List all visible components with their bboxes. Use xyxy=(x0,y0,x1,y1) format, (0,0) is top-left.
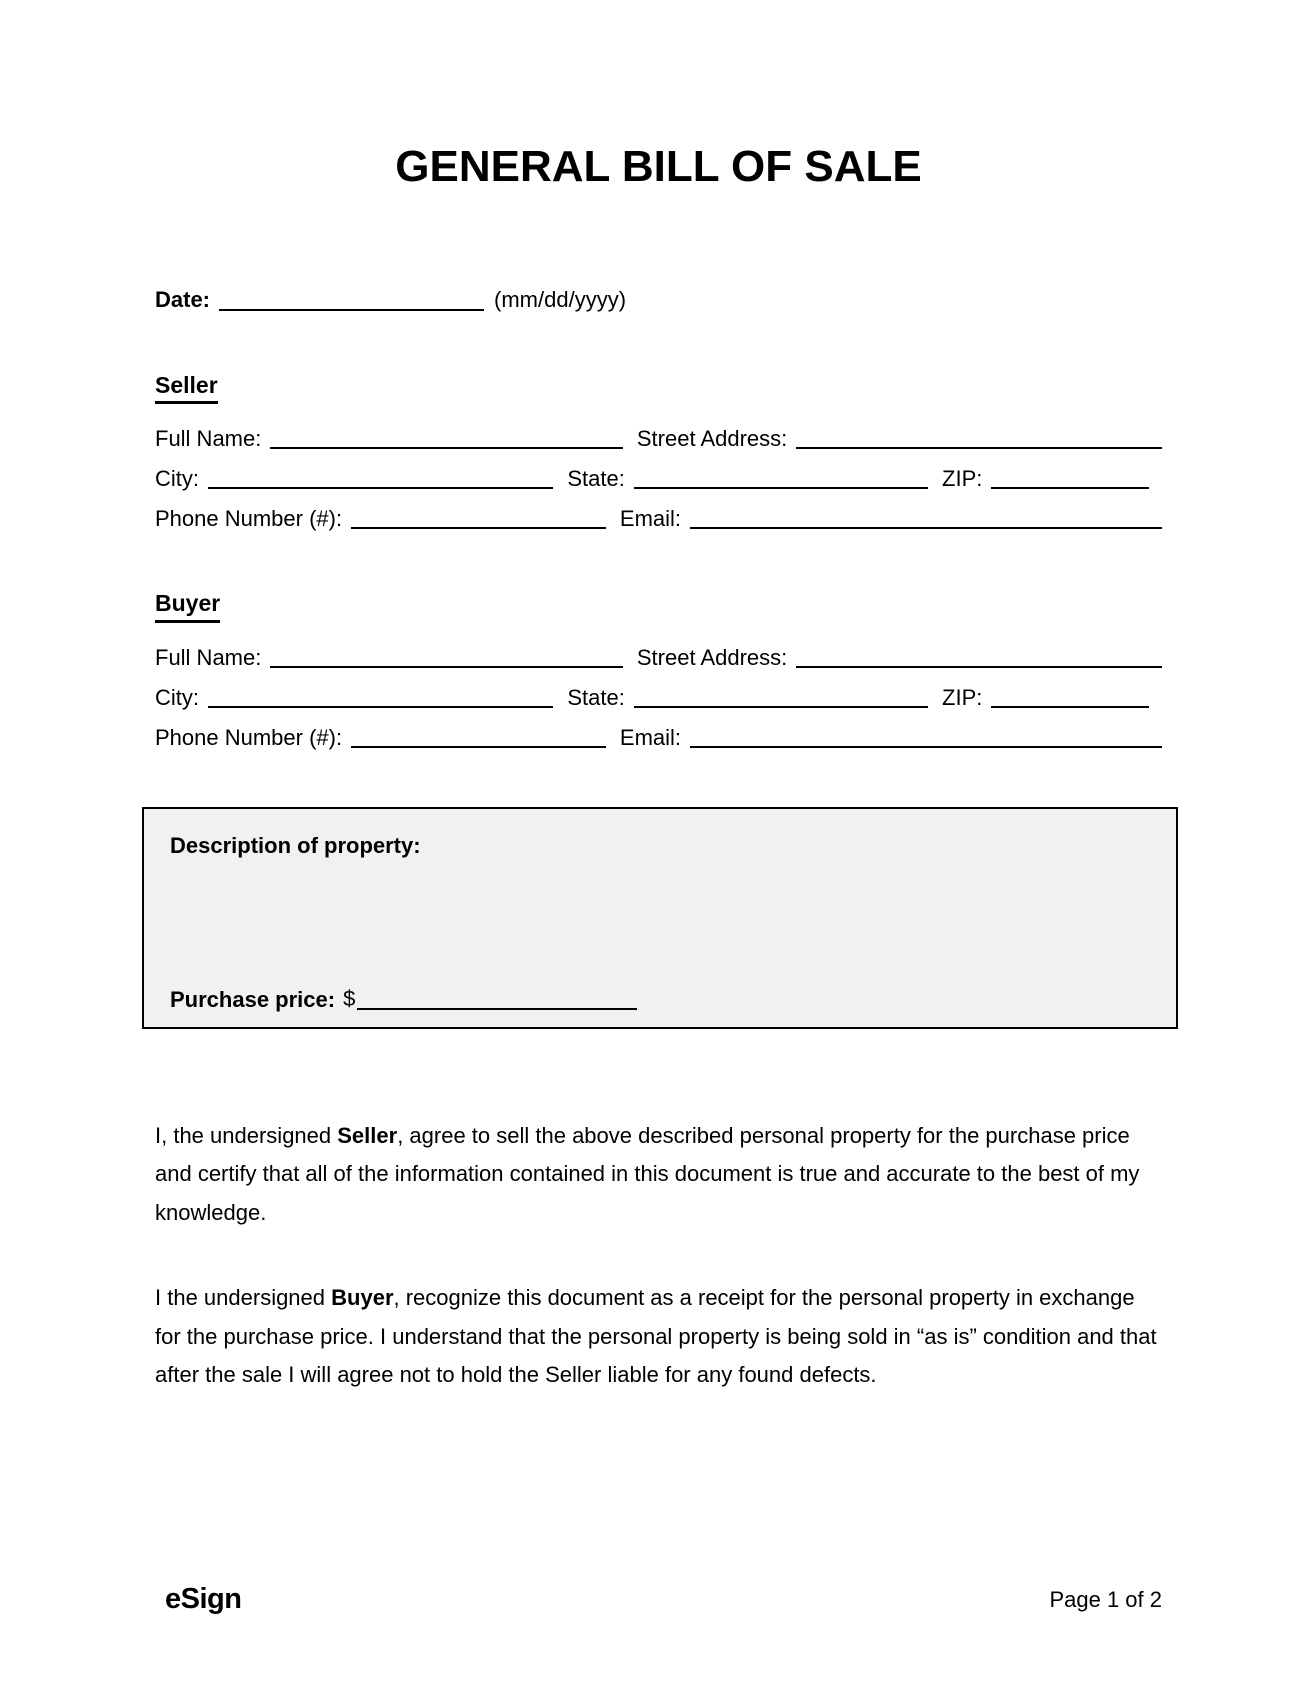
buyer-declaration-prefix: I the undersigned xyxy=(155,1285,332,1311)
buyer-phone-row xyxy=(155,711,1162,751)
buyer-full-name-label: Full Name: xyxy=(155,644,262,670)
seller-zip-input[interactable] xyxy=(991,487,1149,489)
buyer-state-label: State: xyxy=(567,684,625,710)
seller-section-heading-text: Seller xyxy=(155,372,218,405)
property-description-box xyxy=(142,807,1178,1029)
buyer-section-heading-text: Buyer xyxy=(155,590,220,623)
buyer-declaration-bold-term: Buyer xyxy=(331,1285,394,1311)
seller-declaration-paragraph xyxy=(155,1117,1162,1233)
date-label: Date: xyxy=(155,287,211,313)
seller-phone-input[interactable] xyxy=(351,527,606,529)
buyer-fields xyxy=(155,631,1162,751)
date-row xyxy=(155,278,1162,314)
buyer-zip-input[interactable] xyxy=(991,706,1149,708)
purchase-price-label: Purchase price: xyxy=(170,986,336,1012)
buyer-email-input[interactable] xyxy=(690,746,1162,748)
buyer-city-input[interactable] xyxy=(208,706,553,708)
purchase-price-row xyxy=(170,981,1150,1013)
seller-name-row xyxy=(155,412,1162,452)
seller-email-input[interactable] xyxy=(690,527,1162,529)
seller-full-name-input[interactable] xyxy=(270,447,623,449)
seller-street-address-label: Street Address: xyxy=(636,426,788,451)
seller-city-row xyxy=(155,452,1162,492)
date-format-hint: (mm/dd/yyyy) xyxy=(494,287,627,313)
page-title: GENERAL BILL OF SALE xyxy=(395,142,922,191)
seller-street-address-input[interactable] xyxy=(796,447,1162,449)
seller-state-input[interactable] xyxy=(634,487,928,489)
buyer-declaration-suffix: , recognize this document as a receipt for the personal property in exchange for the purchase price. I understand that the personal property is being sold in “as is” condition and that after the sale I will agree not to hold the Seller liable for any found defects. xyxy=(155,1285,1157,1388)
buyer-phone-input[interactable] xyxy=(351,746,606,748)
seller-phone-label: Phone Number (#): xyxy=(155,506,343,531)
buyer-zip-label: ZIP: xyxy=(942,684,983,710)
currency-symbol: $ xyxy=(343,985,356,1011)
purchase-price-input[interactable] xyxy=(357,1008,637,1010)
description-of-property-label: Description of property: xyxy=(170,832,421,858)
seller-fields xyxy=(155,412,1162,532)
buyer-section-heading xyxy=(155,590,1162,623)
description-input-area[interactable] xyxy=(170,859,1150,981)
seller-declaration-bold-term: Seller xyxy=(337,1122,398,1148)
seller-full-name-label: Full Name: xyxy=(155,426,262,451)
seller-phone-row xyxy=(155,492,1162,532)
seller-city-label: City: xyxy=(155,466,199,491)
seller-state-label: State: xyxy=(567,466,625,491)
buyer-phone-label: Phone Number (#): xyxy=(155,724,343,750)
buyer-street-address-label: Street Address: xyxy=(636,644,788,670)
seller-zip-label: ZIP: xyxy=(942,466,983,491)
seller-section-heading xyxy=(155,372,1162,405)
buyer-name-row xyxy=(155,631,1162,671)
esign-logo: eSign xyxy=(165,1583,242,1615)
buyer-street-address-input[interactable] xyxy=(796,666,1162,668)
buyer-declaration-paragraph xyxy=(155,1279,1162,1395)
seller-email-label: Email: xyxy=(619,506,682,531)
page-footer xyxy=(155,1583,1162,1616)
buyer-city-label: City: xyxy=(155,684,199,710)
date-input-line[interactable] xyxy=(219,309,484,311)
buyer-email-label: Email: xyxy=(619,724,682,750)
seller-declaration-suffix: , agree to sell the above described personal property for the purchase price and certify that all of the information contained in this document is true and accurate to the best of my knowledge. xyxy=(155,1122,1140,1225)
buyer-full-name-input[interactable] xyxy=(270,666,623,668)
seller-city-input[interactable] xyxy=(208,487,553,489)
buyer-city-row xyxy=(155,671,1162,711)
seller-declaration-prefix: I, the undersigned xyxy=(155,1122,338,1148)
buyer-state-input[interactable] xyxy=(634,706,928,708)
page-number: Page 1 of 2 xyxy=(1049,1587,1162,1612)
